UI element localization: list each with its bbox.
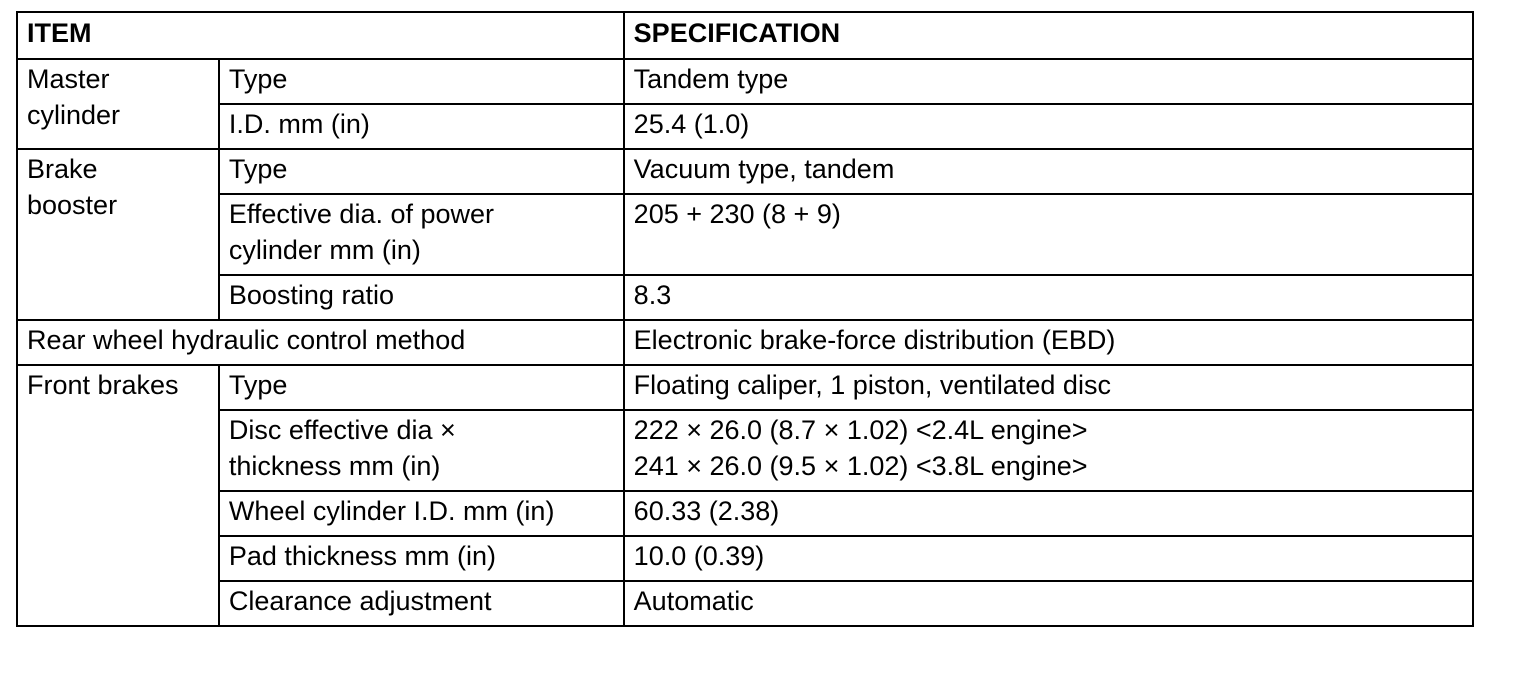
table-row [17,104,1473,149]
header-row [17,12,1473,59]
specification-header: SPECIFICATION [624,12,1473,59]
item-value: 25.4 (1.0) [624,104,1473,149]
value-line: 241 × 26.0 (9.5 × 1.02) <3.8L engine> [633,451,1088,481]
table-row [17,536,1473,581]
table-row [17,581,1473,626]
table-row [17,410,1473,491]
specification-table [16,11,1474,627]
item-value: Tandem type [624,59,1473,104]
table-row [17,149,1473,194]
item-value: 8.3 [624,275,1473,320]
item-name: Boosting ratio [219,275,624,320]
item-value: Electronic brake-force distribution (EBD) [624,320,1473,365]
table-row [17,365,1473,410]
item-value: 10.0 (0.39) [624,536,1473,581]
item-value: Floating caliper, 1 piston, ventilated disc [624,365,1473,410]
item-name: Wheel cylinder I.D. mm (in) [219,491,624,536]
item-value: Automatic [624,581,1473,626]
item-value: 60.33 (2.38) [624,491,1473,536]
item-value: Vacuum type, tandem [624,149,1473,194]
item-header: ITEM [17,12,624,59]
value-line: 222 × 26.0 (8.7 × 1.02) <2.4L engine> [633,415,1088,445]
group-label-front-brakes: Front brakes [17,365,219,626]
table-row [17,194,1473,275]
item-value [624,410,1473,491]
item-value: 205 + 230 (8 + 9) [624,194,1473,275]
item-name: Pad thickness mm (in) [219,536,624,581]
item-name: Type [219,59,624,104]
table-row [17,320,1473,365]
item-name: I.D. mm (in) [219,104,624,149]
table-row [17,275,1473,320]
group-label-master-cylinder: Master cylinder [17,59,219,149]
group-label-brake-booster: Brake booster [17,149,219,320]
item-name: Disc effective dia × thickness mm (in) [219,410,624,491]
item-name: Clearance adjustment [219,581,624,626]
rear-wheel-label: Rear wheel hydraulic control method [17,320,624,365]
table-row [17,59,1473,104]
item-name: Type [219,365,624,410]
item-name: Type [219,149,624,194]
item-name: Effective dia. of power cylinder mm (in) [219,194,624,275]
table-row [17,491,1473,536]
